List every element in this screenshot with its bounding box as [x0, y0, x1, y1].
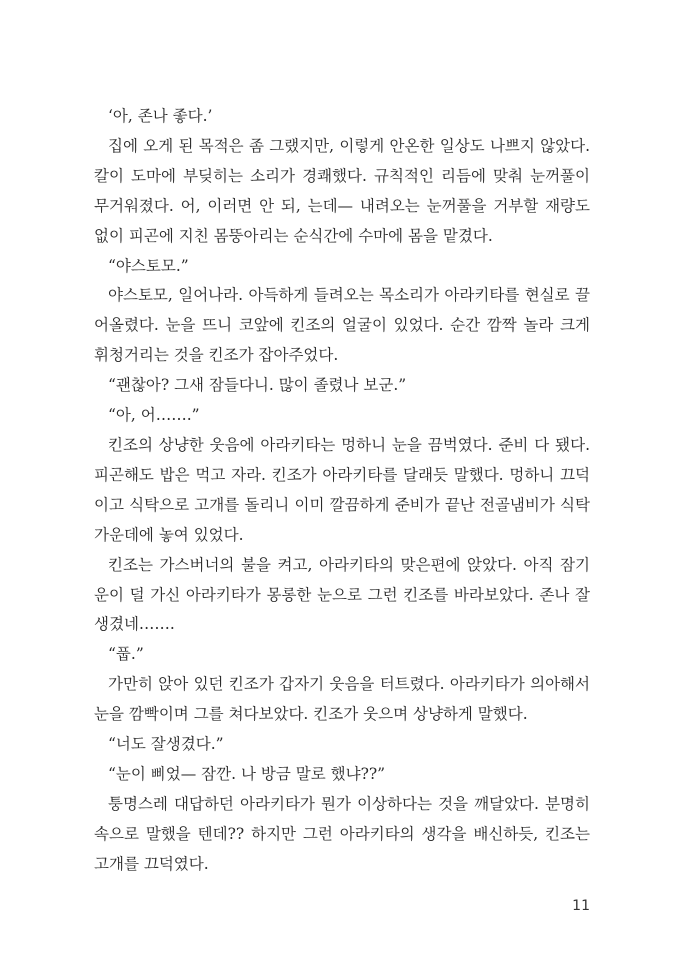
paragraph: 야스토모, 일어나라. 아득하게 들려오는 목소리가 아라키타를 현실로 끌어올렸다. 눈을 뜨니 코앞에 킨조의 얼굴이 있었다. 순간 깜짝 놀라 크게 휘청거리는 것을 킨조가 잡아주었다. [94, 286, 590, 365]
page-number: 11 [572, 898, 590, 914]
paragraph: 퉁명스레 대답하던 아라키타가 뭔가 이상하다는 것을 깨달았다. 분명히 속으로 말했을 텐데?? 하지만 그런 아라키타의 생각을 배신하듯, 킨조는 고개를 끄덕였다. [94, 794, 590, 873]
paragraph: 킨조는 가스버너의 불을 켜고, 아라키타의 맞은편에 앉았다. 아직 잠기운이 덜 가신 아라키타가 몽롱한 눈으로 그런 킨조를 바라보았다. 존나 잘생겼네……. [94, 555, 590, 634]
paragraph: “풉.” [108, 645, 144, 664]
body-text [94, 102, 590, 880]
paragraph: 집에 오게 된 목적은 좀 그랬지만, 이렇게 안온한 일상도 나쁘지 않았다. 칼이 도마에 부딪히는 소리가 경쾌했다. 규칙적인 리듬에 맞춰 눈꺼풀이 무거워졌다. 어, 이러면 안 되, 는데— 내려오는 눈꺼풀을 거부할 재량도 없이 피곤에 지친 몸뚱아리는 순식간에 수마에 몸을 맡겼다. [94, 136, 590, 245]
paragraph: “괜찮아? 그새 잠들다니. 많이 졸렸나 보군.” [108, 376, 407, 395]
paragraph: “아, 어…….” [108, 406, 200, 425]
paragraph: “너도 잘생겼다.” [108, 735, 224, 754]
paragraph: ‘아, 존나 좋다.’ [108, 107, 213, 125]
paragraph: 킨조의 상냥한 웃음에 아라키타는 멍하니 눈을 끔벅였다. 준비 다 됐다. 피곤해도 밥은 먹고 자라. 킨조가 아라키타를 달래듯 말했다. 멍하니 끄덕이고 식탁으로 고개를 돌리니 이미 깔끔하게 준비가 끝난 전골냄비가 식탁 가운데에 놓여 있었다. [94, 435, 590, 544]
paragraph: 가만히 앉아 있던 킨조가 갑자기 웃음을 터트렸다. 아라키타가 의아해서 눈을 깜빡이며 그를 쳐다보았다. 킨조가 웃으며 상냥하게 말했다. [94, 675, 590, 724]
paragraph: “야스토모.” [108, 256, 189, 275]
paragraph: “눈이 삐었— 잠깐. 나 방금 말로 했냐??” [108, 764, 386, 783]
